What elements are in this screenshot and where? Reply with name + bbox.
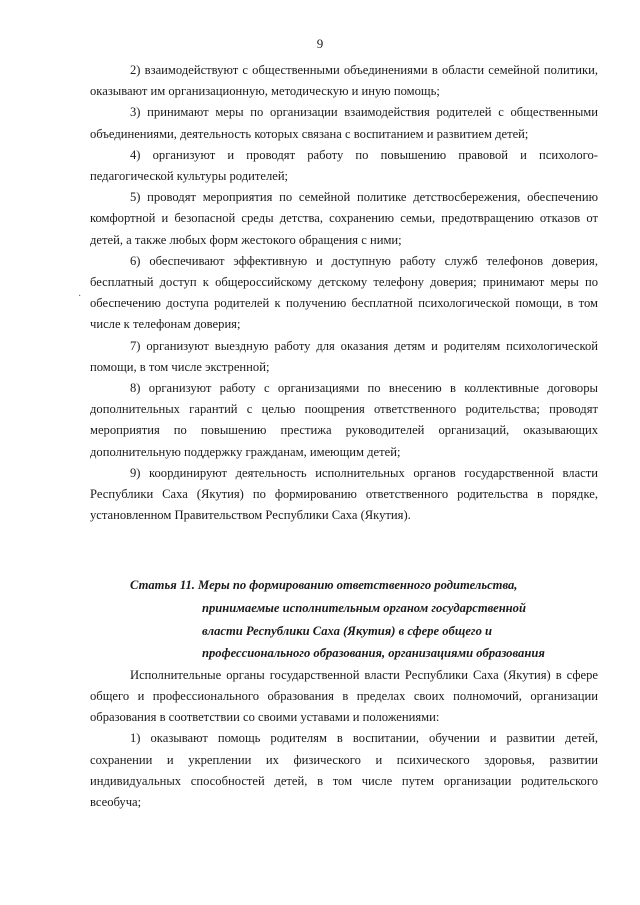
list-item-2: 2) взаимодействуют с общественными объединениями в области семейной политики, оказывают им организационную, методическую и иную помощь; [90, 63, 598, 99]
list-item-8: 8) организуют работу с организациями по внесению в коллективные договоры дополнительных гарантий с целью поощрения ответственного родительства; проводят мероприятия по повышению престижа руководителей организаций, оказывающих дополнительную поддержку гражданам, имеющим детей; [90, 381, 598, 459]
list-item-3: 3) принимают меры по организации взаимодействия родителей с общественными объединениями, деятельность которых связана с воспитанием и развитием детей; [90, 105, 598, 141]
margin-mark: · [78, 291, 82, 302]
page-number: 9 [316, 36, 324, 51]
article-intro-paragraph: Исполнительные органы государственной власти Республики Саха (Якутия) в сфере общего и профессионального образования в пределах своих полномочий, организации образования в соответствии со своими уставами и положениями: [90, 667, 598, 725]
list-item-6: 6) обеспечивают эффективную и доступную работу служб телефонов доверия, бесплатный доступ к общероссийскому детскому телефону доверия; принимают меры по обеспечению доступа родителей к получению бесплатной психологической помощи, в том числе к телефонам доверия; [90, 253, 598, 332]
list-item-7: 7) организуют выездную работу для оказания детям и родителям психологической помощи, в том числе экстренной; [90, 338, 598, 374]
article-heading-line-4: профессионального образования, организациями образования [202, 646, 545, 661]
document-body [90, 60, 598, 813]
article-heading-line-2: принимаемые исполнительным органом государственной [202, 601, 526, 616]
list-item-9: 9) координируют деятельность исполнительных органов государственной власти Республики Саха (Якутия) по формированию ответственного родительства в порядке, установленном Правительством Республики Саха (Якутия). [90, 465, 598, 523]
list-item-5: 5) проводят мероприятия по семейной политике детствосбережения, обеспечению комфортной и безопасной среды детства, сохранению семьи, предотвращению отказов от детей, а также любых форм жестокого обращения с ними; [90, 190, 598, 247]
article-11-heading [90, 574, 598, 664]
article-list-item-1: 1) оказывают помощь родителям в воспитании, обучении и развитии детей, сохранении и укреплении их физического и психического здоровья, развитии индивидуальных способностей детей, в том числе путем организации родительского всеобуча; [90, 731, 598, 810]
article-heading-line-3: власти Республики Саха (Якутия) в сфере общего и [202, 623, 493, 638]
list-item-4: 4) организуют и проводят работу по повышению правовой и психолого-педагогической культуры родителей; [90, 147, 598, 184]
article-heading-line-1: Статья 11. Меры по формированию ответственного родительства, [130, 578, 518, 593]
